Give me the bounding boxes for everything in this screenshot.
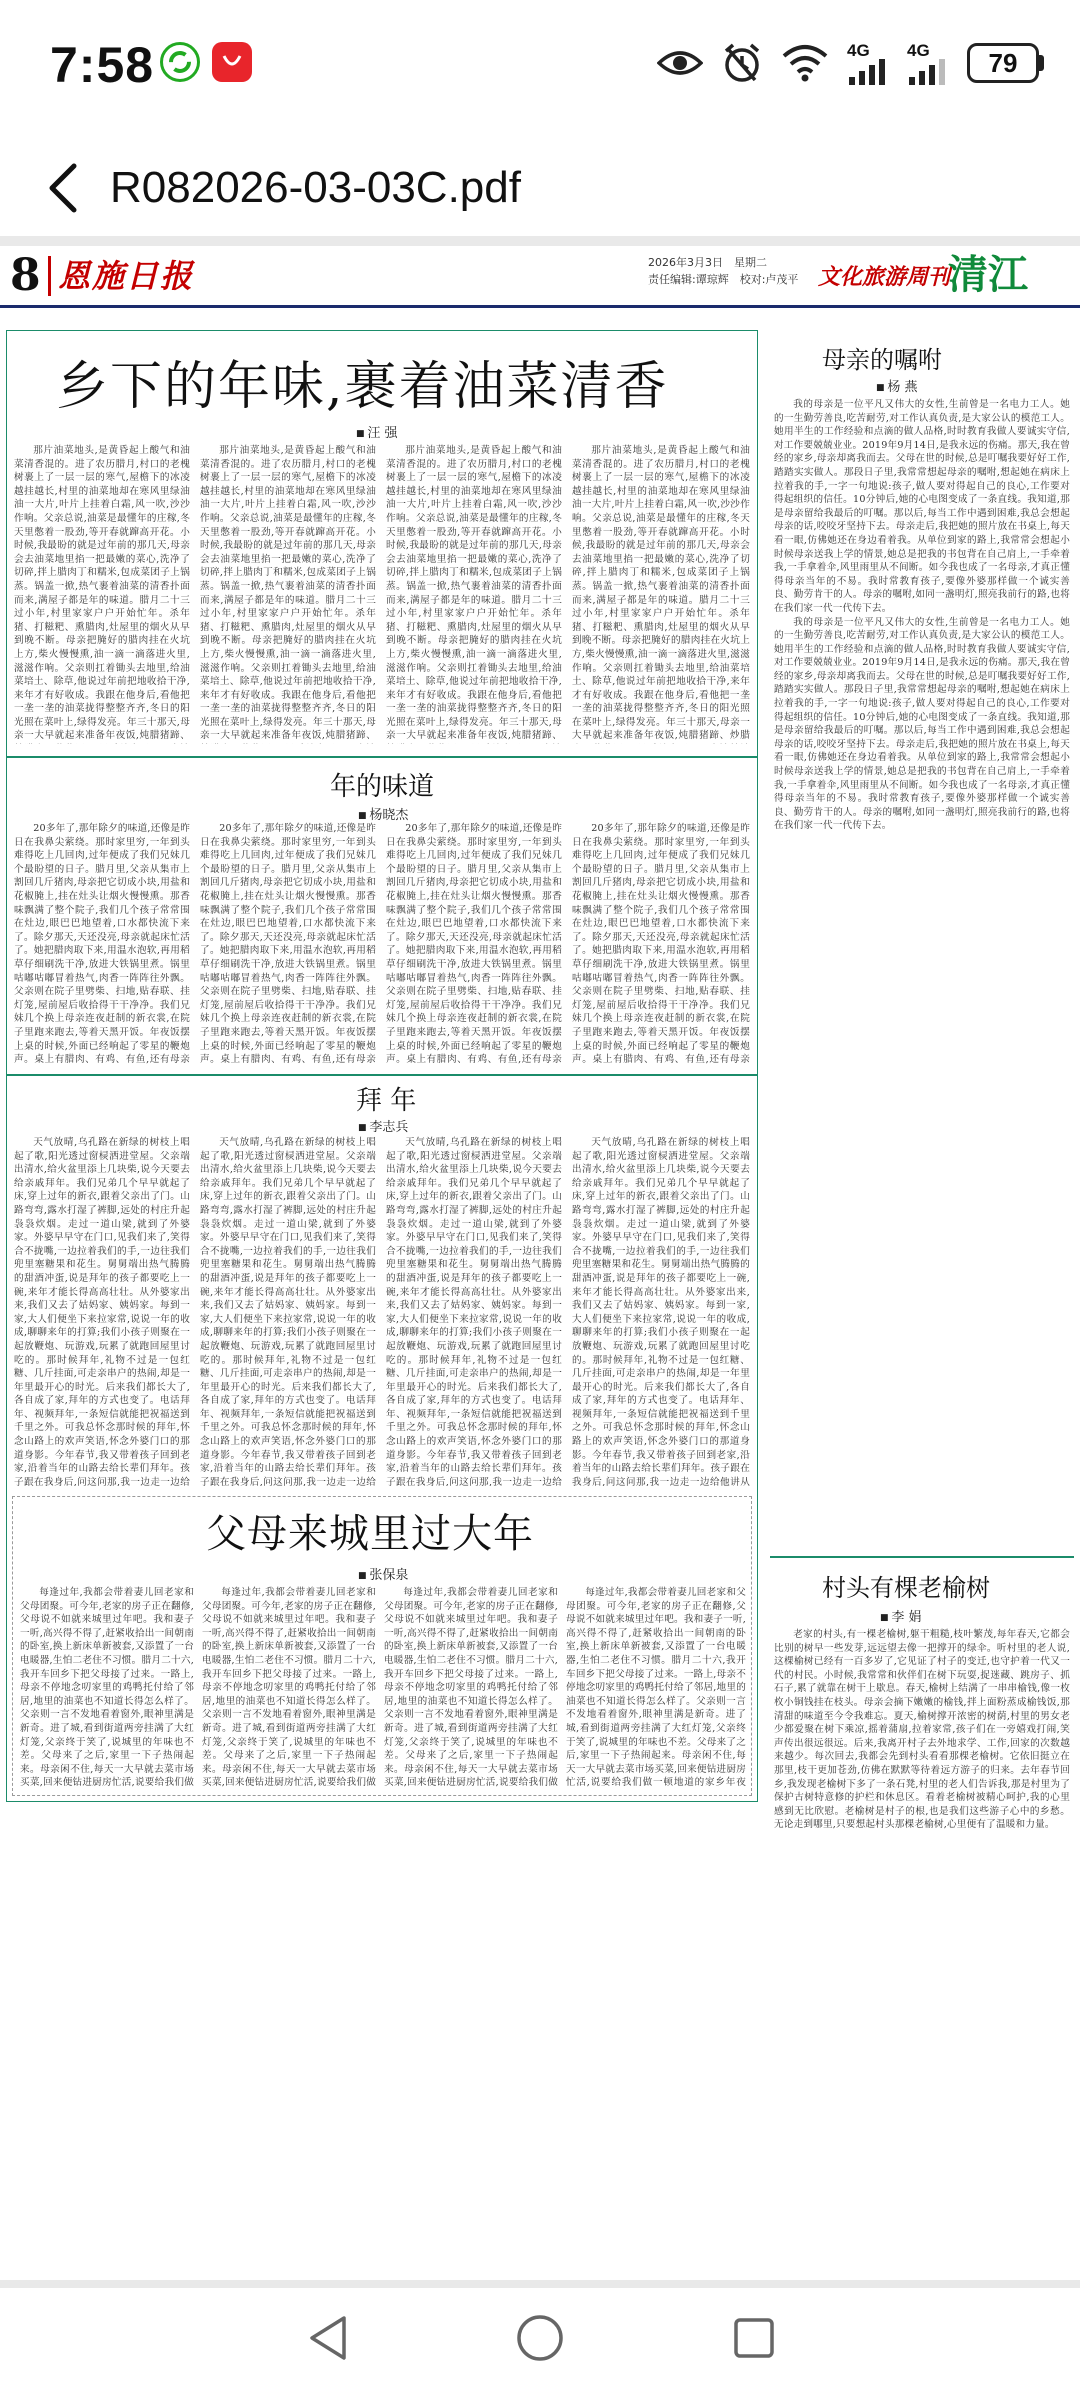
issue-meta	[648, 254, 798, 288]
article-author: ■ 汪 强	[356, 422, 398, 441]
article-title: 村头有棵老榆树	[822, 1574, 990, 1602]
status-icons	[657, 38, 1044, 88]
article-body: 20多年了,那年除夕的味道,还像是昨日在我鼻尖萦绕。那时家里穷,一年到头难得吃上几回肉,过年便成了我们兄妹几个最盼望的日子。腊月里,父亲从集市上割回几斤猪肉,母亲把它切成小块,用盐和花椒腌上,挂在灶头让烟火慢慢熏。那香味飘满了整个院子,我们几个孩子常常围在灶边,眼巴巴地望着,口水都快流下来了。除夕那天,天还没亮,母亲就起床忙活了。她把腊肉取下来,用温水泡软,再用稻草仔细刷洗干净,放进大铁锅里煮。锅里咕嘟咕嘟冒着热气,肉香一阵阵往外飘。父亲则在院子里劈柴、扫地,贴春联、挂灯笼,屋前屋后收拾得干干净净。我们兄妹几个换上母亲连夜赶制的新衣裳,在院子里跑来跑去,等着天黑开饭。年夜饭摆上桌的时候,外面已经响起了零星的鞭炮声。桌上有腊肉、有鸡、有鱼,还有母亲	[14, 823, 190, 1066]
pdf-page[interactable]	[0, 246, 1080, 2280]
signal-2	[907, 42, 949, 85]
page-number: 8	[10, 250, 41, 301]
app-notification-icon	[160, 42, 200, 82]
article-body-col-1	[14, 822, 190, 1066]
article-body-col-2	[200, 822, 376, 1066]
newspaper-header	[0, 246, 1080, 308]
circle-home-icon	[515, 2313, 565, 2363]
article-title: 父母来城里过大年	[206, 1511, 534, 1557]
article-body: 那片油菜地头,是黄昏起上酸气和油菜清香混的。进了农历腊月,村口的老槐树裹上了一层一层的寒气,屋檐下的冰凌越挂越长,村里的油菜地却在寒风里绿油油一大片,叶片上挂着白霜,风一吹,沙沙作响。父亲总说,油菜是最懂年的庄稼,冬天里憋着一股劲,等开春就蹿高开花。小时候,我最盼的就是过年前的那几天,母亲会去油菜地里掐一把最嫩的菜心,洗净了切碎,拌上腊肉丁和糯米,包成菜团子上锅蒸。锅盖一掀,热气裹着油菜的清香扑面而来,满屋子都是年的味道。腊月二十三过小年,村里家家户户开始忙年。杀年猪、打糍粑、熏腊肉,灶屋里的烟火从早到晚不断。母亲把腌好的腊肉挂在火坑上方,柴火慢慢熏,油一滴一滴落进火里,滋滋作响。父亲则扛着锄头去地里,给油菜培土、除草,他说过年前把地收拾干净,来年才有好收成。我跟在他身后,看他把一垄一垄的油菜拢得整整齐齐,冬日的阳光照在菜叶上,绿得发亮。年三十那天,母亲一大早就起来准备年夜饭,炖腊猪蹄、	[14, 445, 190, 742]
article-body-col-3	[384, 1586, 558, 1790]
battery-level: 79	[967, 43, 1039, 83]
article-author: ■ 杨 燕	[876, 376, 918, 395]
nav-back-button[interactable]	[300, 2310, 356, 2366]
status-bar	[0, 0, 1080, 140]
article-title: 拜 年	[356, 1086, 417, 1116]
article-body-col-1	[20, 1586, 194, 1790]
article-body: 天气放晴,乌孔路在新绿的树枝上唱起了歌,阳光透过窗棂洒进堂屋。父亲端出清水,给火盆里添上几块柴,说今天要去给亲戚拜年。我们兄弟几个早早就起了床,穿上过年的新衣,跟着父亲出了门。山路弯弯,露水打湿了裤脚,远处的村庄升起袅袅炊烟。走过一道山梁,就到了外婆家。外婆早早守在门口,见我们来了,笑得合不拢嘴,一边拉着我们的手,一边往我们兜里塞糖果和花生。舅舅端出热气腾腾的甜酒冲蛋,说是拜年的孩子都要吃上一碗,来年才能长得高高壮壮。从外婆家出来,我们又去了姑妈家、姨妈家。每到一家,大人们便坐下来拉家常,说说一年的收成,聊聊来年的打算;我们小孩子则聚在一起放鞭炮、玩游戏,玩累了就跑回屋里讨吃的。那时候拜年,礼物不过是一包红糖、几斤挂面,可走亲串户的热闹,却是一年里最开心的时光。后来我们都长大了,各自成了家,拜年的方式也变了。电话拜年、视频拜年,一条短信就能把祝福送到千里之外。可我总怀念那时候的拜年,怀念山路上的欢声笑语,怀念外婆门口的那道身影。今年春节,我又带着孩子回到老家,沿着当年的山路去给长辈们拜年。孩子跟在我身后,问这问那,我一边走一边给	[200, 1137, 376, 1486]
battery-indicator	[967, 43, 1044, 83]
article-body: 那片油菜地头,是黄昏起上酸气和油菜清香混的。进了农历腊月,村口的老槐树裹上了一层一层的寒气,屋檐下的冰凌越挂越长,村里的油菜地却在寒风里绿油油一大片,叶片上挂着白霜,风一吹,沙沙作响。父亲总说,油菜是最懂年的庄稼,冬天里憋着一股劲,等开春就蹿高开花。小时候,我最盼的就是过年前的那几天,母亲会去油菜地里掐一把最嫩的菜心,洗净了切碎,拌上腊肉丁和糯米,包成菜团子上锅蒸。锅盖一掀,热气裹着油菜的清香扑面而来,满屋子都是年的味道。腊月二十三过小年,村里家家户户开始忙年。杀年猪、打糍粑、熏腊肉,灶屋里的烟火从早到晚不断。母亲把腌好的腊肉挂在火坑上方,柴火慢慢熏,油一滴一滴落进火里,滋滋作响。父亲则扛着锄头去地里,给油菜培土、除草,他说过年前把地收拾干净,来年才有好收成。我跟在他身后,看他把一垄一垄的油菜拢得整整齐齐,冬日的阳光照在菜叶上,绿得发亮。年三十那天,母亲一大早就起来准备年夜饭,炖腊猪蹄、炒腊	[572, 445, 750, 742]
article-body: 我的母亲是一位平凡又伟大的女性,生前曾是一名电力工人。她的一生勤劳善良,吃苦耐劳,对工作认真负责,是大家公认的模范工人。她用半生的工作经验和点滴的做人品格,时时教育我做人要诚实守信,对工作要兢兢业业。2019年9月14日,是我永远的伤痛。那天,我在曾经的家乡,母亲却离我而去。父母在世的时候,总是叮嘱我要好好工作,踏踏实实做人。那段日子里,我常常想起母亲的嘱咐,想起她在病床上拉着我的手,一字一句地说:孩子,做人要对得起自己的良心,工作要对得起组织的信任。10分钟后,她的心电图变成了一条直线。我知道,那是母亲留给我最后的叮嘱。那以后,每当工作中遇到困难,我总会想起母亲的话,咬咬牙坚持下去。母亲走后,我把她的照片放在书桌上,每天看一眼,仿佛她还在身边看着我。从单位到家的路上,我常常会想起小时候母亲送我上学的情景,她总是把我的书包背在自己肩上,一手牵着我,一手拿着伞,风里雨里从不间断。如今我也成了一名母亲,才真正懂得母亲当年的不易。我时常教育孩子,要像外婆那样做一个诚实善良、勤劳肯干的人。母亲的嘱咐,如同一盏明灯,照亮我前行的路,也将在我们家一代一代传下去。	[774, 616, 1070, 832]
article-body: 天气放晴,乌孔路在新绿的树枝上唱起了歌,阳光透过窗棂洒进堂屋。父亲端出清水,给火盆里添上几块柴,说今天要去给亲戚拜年。我们兄弟几个早早就起了床,穿上过年的新衣,跟着父亲出了门。山路弯弯,露水打湿了裤脚,远处的村庄升起袅袅炊烟。走过一道山梁,就到了外婆家。外婆早早守在门口,见我们来了,笑得合不拢嘴,一边拉着我们的手,一边往我们兜里塞糖果和花生。舅舅端出热气腾腾的甜酒冲蛋,说是拜年的孩子都要吃上一碗,来年才能长得高高壮壮。从外婆家出来,我们又去了姑妈家、姨妈家。每到一家,大人们便坐下来拉家常,说说一年的收成,聊聊来年的打算;我们小孩子则聚在一起放鞭炮、玩游戏,玩累了就跑回屋里讨吃的。那时候拜年,礼物不过是一包红糖、几斤挂面,可走亲串户的热闹,却是一年里最开心的时光。后来我们都长大了,各自成了家,拜年的方式也变了。电话拜年、视频拜年,一条短信就能把祝福送到千里之外。可我总怀念那时候的拜年,怀念山路上的欢声笑语,怀念外婆门口的那道身影。今年春节,我又带着孩子回到老家,沿着当年的山路去给长辈们拜年。孩子跟在我身后,问这问那,我一边走一边给他讲从	[572, 1137, 750, 1486]
section-title: 文化旅游周刊	[818, 264, 951, 290]
nav-home-button[interactable]	[512, 2310, 568, 2366]
article-body-col-4	[566, 1586, 746, 1790]
issue-editors: 责任编辑:谭琼辉 校对:卢茂平	[648, 273, 799, 286]
article-body-right	[774, 398, 1070, 1548]
signal-1	[847, 42, 889, 85]
article-title: 年的味道	[330, 772, 435, 802]
article-body-col-3	[386, 1136, 562, 1486]
article-body-col-4	[572, 822, 750, 1066]
article-body-col-2	[200, 444, 376, 744]
signal-bars-icon	[847, 59, 889, 85]
system-navigation-bar	[0, 2288, 1080, 2388]
article-body: 那片油菜地头,是黄昏起上酸气和油菜清香混的。进了农历腊月,村口的老槐树裹上了一层一层的寒气,屋檐下的冰凌越挂越长,村里的油菜地却在寒风里绿油油一大片,叶片上挂着白霜,风一吹,沙沙作响。父亲总说,油菜是最懂年的庄稼,冬天里憋着一股劲,等开春就蹿高开花。小时候,我最盼的就是过年前的那几天,母亲会去油菜地里掐一把最嫩的菜心,洗净了切碎,拌上腊肉丁和糯米,包成菜团子上锅蒸。锅盖一掀,热气裹着油菜的清香扑面而来,满屋子都是年的味道。腊月二十三过小年,村里家家户户开始忙年。杀年猪、打糍粑、熏腊肉,灶屋里的烟火从早到晚不断。母亲把腌好的腊肉挂在火坑上方,柴火慢慢熏,油一滴一滴落进火里,滋滋作响。父亲则扛着锄头去地里,给油菜培土、除草,他说过年前把地收拾干净,来年才有好收成。我跟在他身后,看他把一垄一垄的油菜拢得整整齐齐,冬日的阳光照在菜叶上,绿得发亮。年三十那天,母亲一大早就起来准备年夜饭,炖腊猪蹄、	[200, 445, 376, 742]
network-label-2: 4G	[907, 40, 930, 60]
document-title: R082026-03-03C.pdf	[110, 163, 521, 212]
network-label-1: 4G	[847, 40, 870, 60]
article-body: 每逢过年,我都会带着妻儿回老家和父母团聚。可今年,老家的房子正在翻修,父母说不如就来城里过年吧。我和妻子一听,高兴得不得了,赶紧收拾出一间朝南的卧室,换上新床单新被套,又添置了一台电暖器,生怕二老住不习惯。腊月二十六,我开车回乡下把父母接了过来。一路上,母亲不停地念叨家里的鸡鸭托付给了邻居,地里的油菜也不知道长得怎么样了。父亲则一言不发地看着窗外,眼神里满是新奇。进了城,看到街道两旁挂满了大红灯笼,父亲终于笑了,说城里的年味也不差。父母来了之后,家里一下子热闹起来。母亲闲不住,每天一大早就去菜市场买菜,回来便钻进厨房忙活,说要给我们做	[384, 1587, 558, 1789]
article-title: 乡下的年味,裹着油菜清香	[56, 357, 669, 417]
article-body: 我的母亲是一位平凡又伟大的女性,生前曾是一名电力工人。她的一生勤劳善良,吃苦耐劳,对工作认真负责,是大家公认的模范工人。她用半生的工作经验和点滴的做人品格,时时教育我做人要诚实守信,对工作要兢兢业业。2019年9月14日,是我永远的伤痛。那天,我在曾经的家乡,母亲却离我而去。父母在世的时候,总是叮嘱我要好好工作,踏踏实实做人。那段日子里,我常常想起母亲的嘱咐,想起她在病床上拉着我的手,一字一句地说:孩子,做人要对得起自己的良心,工作要对得起组织的信任。10分钟后,她的心电图变成了一条直线。我知道,那是母亲留给我最后的叮嘱。那以后,每当工作中遇到困难,我总会想起母亲的话,咬咬牙坚持下去。母亲走后,我把她的照片放在书桌上,每天看一眼,仿佛她还在身边看着我。从单位到家的路上,我常常会想起小时候母亲送我上学的情景,她总是把我的书包背在自己肩上,一手牵着我,一手拿着伞,风里雨里从不间断。如今我也成了一名母亲,才真正懂得母亲当年的不易。我时常教育孩子,要像外婆那样做一个诚实善良、勤劳肯干的人。母亲的嘱咐,如同一盏明灯,照亮我前行的路,也将在我们家一代一代传下去。	[774, 399, 1070, 614]
square-recents-icon	[732, 2316, 776, 2360]
column-title: 清江	[948, 251, 1028, 298]
triangle-back-icon	[306, 2314, 350, 2362]
eye-icon	[657, 48, 703, 78]
article-body: 20多年了,那年除夕的味道,还像是昨日在我鼻尖萦绕。那时家里穷,一年到头难得吃上几回肉,过年便成了我们兄妹几个最盼望的日子。腊月里,父亲从集市上割回几斤猪肉,母亲把它切成小块,用盐和花椒腌上,挂在灶头让烟火慢慢熏。那香味飘满了整个院子,我们几个孩子常常围在灶边,眼巴巴地望着,口水都快流下来了。除夕那天,天还没亮,母亲就起床忙活了。她把腊肉取下来,用温水泡软,再用稻草仔细刷洗干净,放进大铁锅里煮。锅里咕嘟咕嘟冒着热气,肉香一阵阵往外飘。父亲则在院子里劈柴、扫地,贴春联、挂灯笼,屋前屋后收拾得干干净净。我们兄妹几个换上母亲连夜赶制的新衣裳,在院子里跑来跑去,等着天黑开饭。年夜饭摆上桌的时候,外面已经响起了零星的鞭炮声。桌上有腊肉、有鸡、有鱼,还有母亲	[386, 823, 562, 1066]
wifi-icon	[781, 44, 829, 82]
app-header	[0, 140, 1080, 236]
chevron-left-icon	[44, 162, 80, 214]
article-body: 20多年了,那年除夕的味道,还像是昨日在我鼻尖萦绕。那时家里穷,一年到头难得吃上几回肉,过年便成了我们兄妹几个最盼望的日子。腊月里,父亲从集市上割回几斤猪肉,母亲把它切成小块,用盐和花椒腌上,挂在灶头让烟火慢慢熏。那香味飘满了整个院子,我们几个孩子常常围在灶边,眼巴巴地望着,口水都快流下来了。除夕那天,天还没亮,母亲就起床忙活了。她把腊肉取下来,用温水泡软,再用稻草仔细刷洗干净,放进大铁锅里煮。锅里咕嘟咕嘟冒着热气,肉香一阵阵往外飘。父亲则在院子里劈柴、扫地,贴春联、挂灯笼,屋前屋后收拾得干干净净。我们兄妹几个换上母亲连夜赶制的新衣裳,在院子里跑来跑去,等着天黑开饭。年夜饭摆上桌的时候,外面已经响起了零星的鞭炮声。桌上有腊肉、有鸡、有鱼,还有母亲	[572, 823, 750, 1066]
article-body: 每逢过年,我都会带着妻儿回老家和父母团聚。可今年,老家的房子正在翻修,父母说不如就来城里过年吧。我和妻子一听,高兴得不得了,赶紧收拾出一间朝南的卧室,换上新床单新被套,又添置了一台电暖器,生怕二老住不习惯。腊月二十六,我开车回乡下把父母接了过来。一路上,母亲不停地念叨家里的鸡鸭托付给了邻居,地里的油菜也不知道长得怎么样了。父亲则一言不发地看着窗外,眼神里满是新奇。进了城,看到街道两旁挂满了大红灯笼,父亲终于笑了,说城里的年味也不差。父母来了之后,家里一下子热闹起来。母亲闲不住,每天一大早就去菜市场买菜,回来便钻进厨房忙活,说要给我们做一顿地道的家乡年夜	[566, 1587, 746, 1789]
article-author: ■ 李 娟	[880, 1606, 922, 1625]
alarm-icon	[721, 42, 763, 84]
article-body: 那片油菜地头,是黄昏起上酸气和油菜清香混的。进了农历腊月,村口的老槐树裹上了一层一层的寒气,屋檐下的冰凌越挂越长,村里的油菜地却在寒风里绿油油一大片,叶片上挂着白霜,风一吹,沙沙作响。父亲总说,油菜是最懂年的庄稼,冬天里憋着一股劲,等开春就蹿高开花。小时候,我最盼的就是过年前的那几天,母亲会去油菜地里掐一把最嫩的菜心,洗净了切碎,拌上腊肉丁和糯米,包成菜团子上锅蒸。锅盖一掀,热气裹着油菜的清香扑面而来,满屋子都是年的味道。腊月二十三过小年,村里家家户户开始忙年。杀年猪、打糍粑、熏腊肉,灶屋里的烟火从早到晚不断。母亲把腌好的腊肉挂在火坑上方,柴火慢慢熏,油一滴一滴落进火里,滋滋作响。父亲则扛着锄头去地里,给油菜培土、除草,他说过年前把地收拾干净,来年才有好收成。我跟在他身后,看他把一垄一垄的油菜拢得整整齐齐,冬日的阳光照在菜叶上,绿得发亮。年三十那天,母亲一大早就起来准备年夜饭,炖腊猪蹄、	[386, 445, 562, 742]
article-author: ■ 杨晓杰	[358, 804, 408, 823]
article-body-col-1	[14, 444, 190, 744]
newspaper-brand: 恩施日报	[58, 257, 195, 295]
article-body: 老家的村头,有一棵老榆树,躯干粗糙,枝叶繁茂,每年春天,它都会比别的树早一些发芽,远远望去像一把撑开的绿伞。听村里的老人说,这棵榆树已经有一百多岁了,它见证了村子的变迁,也守护着一代又一代的村民。小时候,我常常和伙伴们在树下玩耍,捉迷藏、跳房子、抓石子,累了就靠在树干上歇息。春天,榆树上结满了一串串榆钱,像一枚枚小铜钱挂在枝头。母亲会摘下嫩嫩的榆钱,拌上面粉蒸成榆钱饭,那清甜的味道至今令我难忘。夏天,榆树撑开浓密的树荫,村里的男女老少都爱聚在树下乘凉,摇着蒲扇,拉着家常,孩子们在一旁嬉戏打闹,笑声传出很远很远。后来,我离开村子去外地求学、工作,回家的次数越来越少。每次回去,我都会先到村头看看那棵老榆树。它依旧挺立在那里,枝干更加苍劲,仿佛在默默等待着远方游子的归来。去年春节回乡,我发现老榆树下多了一条石凳,村里的老人们告诉我,那是村里为了保护古树特意修的护栏和休息区。看着老榆树被精心呵护,我的心里感到无比欣慰。老榆树是村子的根,也是我们这些游子心中的乡愁。无论走到哪里,只要想起村头那棵老榆树,心里便有了温暖和力量。	[774, 1629, 1070, 1831]
back-button[interactable]	[28, 154, 96, 222]
article-body-col-3	[386, 822, 562, 1066]
article-title: 母亲的嘱咐	[822, 346, 942, 374]
article-author: ■ 李志兵	[358, 1116, 408, 1135]
article-body: 20多年了,那年除夕的味道,还像是昨日在我鼻尖萦绕。那时家里穷,一年到头难得吃上几回肉,过年便成了我们兄妹几个最盼望的日子。腊月里,父亲从集市上割回几斤猪肉,母亲把它切成小块,用盐和花椒腌上,挂在灶头让烟火慢慢熏。那香味飘满了整个院子,我们几个孩子常常围在灶边,眼巴巴地望着,口水都快流下来了。除夕那天,天还没亮,母亲就起床忙活了。她把腊肉取下来,用温水泡软,再用稻草仔细刷洗干净,放进大铁锅里煮。锅里咕嘟咕嘟冒着热气,肉香一阵阵往外飘。父亲则在院子里劈柴、扫地,贴春联、挂灯笼,屋前屋后收拾得干干净净。我们兄妹几个换上母亲连夜赶制的新衣裳,在院子里跑来跑去,等着天黑开饭。年夜饭摆上桌的时候,外面已经响起了零星的鞭炮声。桌上有腊肉、有鸡、有鱼,还有母亲	[200, 823, 376, 1066]
nav-recents-button[interactable]	[726, 2310, 782, 2366]
huawei-store-icon	[212, 42, 252, 82]
article-body-col-4	[572, 444, 750, 744]
issue-date: 2026年3月3日 星期二	[648, 256, 767, 269]
article-body-col-3	[386, 444, 562, 744]
article-author: ■ 张保泉	[358, 1564, 408, 1583]
article-body-col-4	[572, 1136, 750, 1486]
signal-bars-icon	[907, 59, 949, 85]
article-body: 每逢过年,我都会带着妻儿回老家和父母团聚。可今年,老家的房子正在翻修,父母说不如就来城里过年吧。我和妻子一听,高兴得不得了,赶紧收拾出一间朝南的卧室,换上新床单新被套,又添置了一台电暖器,生怕二老住不习惯。腊月二十六,我开车回乡下把父母接了过来。一路上,母亲不停地念叨家里的鸡鸭托付给了邻居,地里的油菜也不知道长得怎么样了。父亲则一言不发地看着窗外,眼神里满是新奇。进了城,看到街道两旁挂满了大红灯笼,父亲终于笑了,说城里的年味也不差。父母来了之后,家里一下子热闹起来。母亲闲不住,每天一大早就去菜市场买菜,回来便钻进厨房忙活,说要给我们做	[20, 1587, 194, 1789]
pdf-viewer[interactable]	[0, 236, 1080, 2288]
article-body-col-2	[200, 1136, 376, 1486]
article-body: 天气放晴,乌孔路在新绿的树枝上唱起了歌,阳光透过窗棂洒进堂屋。父亲端出清水,给火盆里添上几块柴,说今天要去给亲戚拜年。我们兄弟几个早早就起了床,穿上过年的新衣,跟着父亲出了门。山路弯弯,露水打湿了裤脚,远处的村庄升起袅袅炊烟。走过一道山梁,就到了外婆家。外婆早早守在门口,见我们来了,笑得合不拢嘴,一边拉着我们的手,一边往我们兜里塞糖果和花生。舅舅端出热气腾腾的甜酒冲蛋,说是拜年的孩子都要吃上一碗,来年才能长得高高壮壮。从外婆家出来,我们又去了姑妈家、姨妈家。每到一家,大人们便坐下来拉家常,说说一年的收成,聊聊来年的打算;我们小孩子则聚在一起放鞭炮、玩游戏,玩累了就跑回屋里讨吃的。那时候拜年,礼物不过是一包红糖、几斤挂面,可走亲串户的热闹,却是一年里最开心的时光。后来我们都长大了,各自成了家,拜年的方式也变了。电话拜年、视频拜年,一条短信就能把祝福送到千里之外。可我总怀念那时候的拜年,怀念山路上的欢声笑语,怀念外婆门口的那道身影。今年春节,我又带着孩子回到老家,沿着当年的山路去给长辈们拜年。孩子跟在我身后,问这问那,我一边走一边给	[14, 1137, 190, 1486]
article-body-right	[774, 1628, 1070, 1968]
article-body-col-1	[14, 1136, 190, 1486]
status-time: 7:58	[50, 37, 155, 93]
article-body: 天气放晴,乌孔路在新绿的树枝上唱起了歌,阳光透过窗棂洒进堂屋。父亲端出清水,给火盆里添上几块柴,说今天要去给亲戚拜年。我们兄弟几个早早就起了床,穿上过年的新衣,跟着父亲出了门。山路弯弯,露水打湿了裤脚,远处的村庄升起袅袅炊烟。走过一道山梁,就到了外婆家。外婆早早守在门口,见我们来了,笑得合不拢嘴,一边拉着我们的手,一边往我们兜里塞糖果和花生。舅舅端出热气腾腾的甜酒冲蛋,说是拜年的孩子都要吃上一碗,来年才能长得高高壮壮。从外婆家出来,我们又去了姑妈家、姨妈家。每到一家,大人们便坐下来拉家常,说说一年的收成,聊聊来年的打算;我们小孩子则聚在一起放鞭炮、玩游戏,玩累了就跑回屋里讨吃的。那时候拜年,礼物不过是一包红糖、几斤挂面,可走亲串户的热闹,却是一年里最开心的时光。后来我们都长大了,各自成了家,拜年的方式也变了。电话拜年、视频拜年,一条短信就能把祝福送到千里之外。可我总怀念那时候的拜年,怀念山路上的欢声笑语,怀念外婆门口的那道身影。今年春节,我又带着孩子回到老家,沿着当年的山路去给长辈们拜年。孩子跟在我身后,问这问那,我一边走一边给	[386, 1137, 562, 1486]
article-body-col-2	[202, 1586, 376, 1790]
article-body: 每逢过年,我都会带着妻儿回老家和父母团聚。可今年,老家的房子正在翻修,父母说不如就来城里过年吧。我和妻子一听,高兴得不得了,赶紧收拾出一间朝南的卧室,换上新床单新被套,又添置了一台电暖器,生怕二老住不习惯。腊月二十六,我开车回乡下把父母接了过来。一路上,母亲不停地念叨家里的鸡鸭托付给了邻居,地里的油菜也不知道长得怎么样了。父亲则一言不发地看着窗外,眼神里满是新奇。进了城,看到街道两旁挂满了大红灯笼,父亲终于笑了,说城里的年味也不差。父母来了之后,家里一下子热闹起来。母亲闲不住,每天一大早就去菜市场买菜,回来便钻进厨房忙活,说要给我们做	[202, 1587, 376, 1789]
